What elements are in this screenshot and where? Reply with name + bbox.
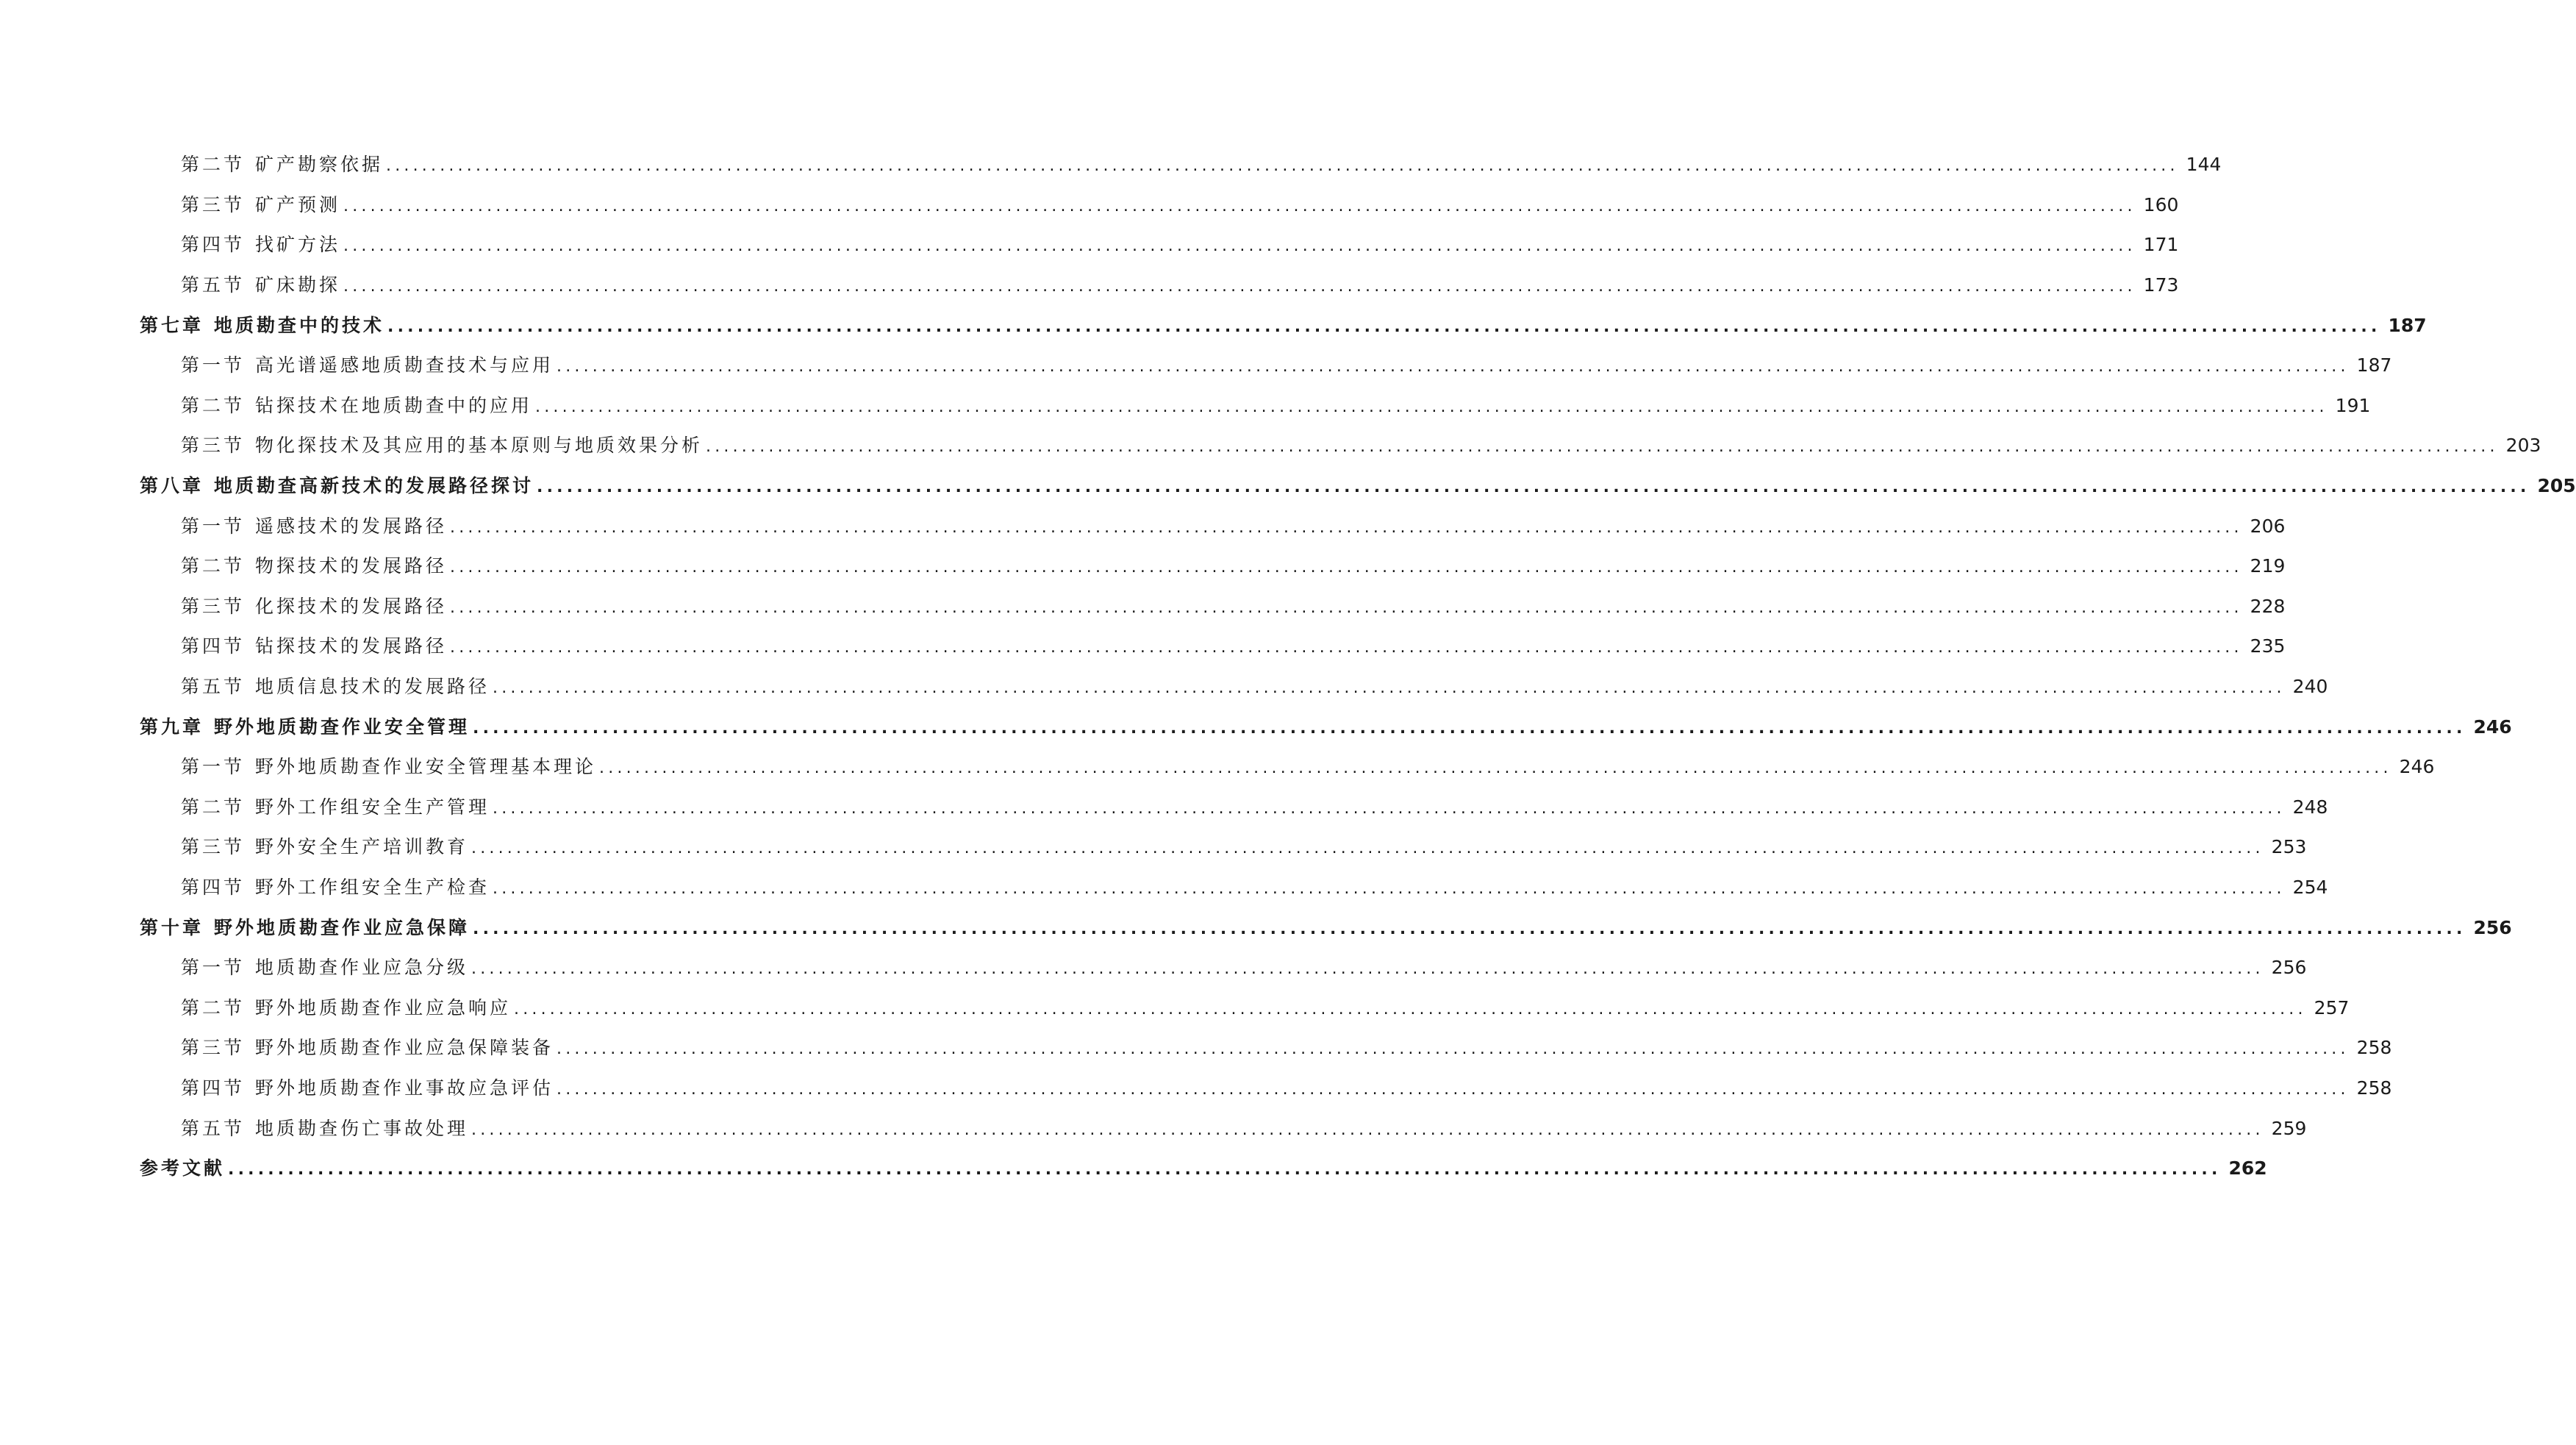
toc-chapter-entry[interactable] (0, 1147, 2267, 1188)
toc-leader-dots: ........................................................................................................................................................................................................ (493, 679, 2286, 698)
toc-entry-label (181, 351, 554, 377)
toc-entry-number: 第八章 (140, 475, 204, 497)
toc-entry-number: 第三节 (181, 435, 246, 457)
toc-page-number: 253 (2271, 836, 2307, 858)
toc-entry-title: 野外地质勘查作业应急响应 (255, 996, 512, 1018)
toc-section-entry[interactable] (0, 625, 2286, 666)
toc-entry-title: 高光谱遥感地质勘查技术与应用 (255, 354, 554, 377)
toc-entry-number: 第二节 (181, 555, 246, 577)
toc-chapter-entry[interactable] (0, 304, 2427, 344)
toc-section-entry[interactable] (0, 946, 2307, 987)
toc-section-entry[interactable] (0, 504, 2286, 545)
toc-entry-label (181, 1114, 468, 1141)
toc-entry-title: 地质勘查作业应急分级 (255, 957, 469, 979)
toc-page-number: 144 (2186, 154, 2222, 176)
toc-page-number: 256 (2271, 957, 2307, 979)
toc-entry-number: 第四节 (181, 1077, 246, 1099)
toc-entry-label (181, 993, 511, 1020)
toc-leader-dots: ........................................................................................................................................................................................................ (343, 277, 2136, 296)
toc-page-number: 187 (2388, 314, 2427, 336)
toc-entry-title: 矿产预测 (255, 193, 341, 215)
toc-page-number: 259 (2271, 1117, 2307, 1139)
toc-page-number: 205 (2537, 475, 2576, 497)
toc-entry-label (181, 632, 447, 658)
toc-section-entry[interactable] (0, 786, 2328, 827)
toc-page-number: 248 (2292, 796, 2328, 818)
toc-entry-title: 化探技术的发展路径 (255, 595, 448, 617)
toc-section-entry[interactable] (0, 143, 2222, 184)
toc-entry-label (181, 592, 447, 618)
toc-leader-dots: ........................................................................................................................................................................................................ (387, 317, 2381, 336)
toc-entry-title: 野外地质勘查作业安全管理 (214, 716, 471, 738)
toc-entry-number: 第三节 (181, 836, 246, 858)
toc-section-entry[interactable] (0, 184, 2179, 224)
toc-leader-dots: ........................................................................................................................................................................................................ (450, 638, 2243, 657)
toc-entry-title: 野外工作组安全生产检查 (255, 876, 490, 898)
toc-entry-number: 第七章 (140, 314, 204, 336)
toc-leader-dots: ........................................................................................................................................................................................................ (450, 598, 2243, 617)
toc-leader-dots: ........................................................................................................................................................................................................ (493, 879, 2286, 898)
toc-section-entry[interactable] (0, 545, 2286, 585)
toc-page-number: 171 (2143, 234, 2179, 256)
toc-chapter-entry[interactable] (0, 705, 2512, 746)
toc-entry-title: 地质勘查伤亡事故处理 (255, 1117, 469, 1139)
toc-entry-title: 参考文献 (140, 1157, 226, 1180)
toc-entry-label (181, 672, 490, 699)
toc-leader-dots: ........................................................................................................................................................................................................ (493, 799, 2286, 818)
toc-page-number: 173 (2143, 274, 2179, 296)
toc-section-entry[interactable] (0, 986, 2350, 1027)
toc-leader-dots: ........................................................................................................................................................................................................ (514, 999, 2307, 1018)
toc-entry-number: 第五节 (181, 1117, 246, 1139)
toc-entry-number: 第四节 (181, 635, 246, 657)
toc-entry-title: 找矿方法 (255, 234, 341, 256)
toc-entry-label (181, 832, 468, 859)
toc-page-number: 203 (2505, 435, 2541, 457)
toc-chapter-entry[interactable] (0, 465, 2576, 505)
toc-leader-dots: ........................................................................................................................................................................................................ (450, 518, 2243, 537)
toc-page-number: 254 (2292, 876, 2328, 898)
toc-entry-number: 第四节 (181, 234, 246, 256)
toc-entry-title: 野外地质勘查作业应急保障 (214, 916, 471, 938)
toc-entry-label (181, 391, 532, 418)
toc-entry-label (181, 873, 490, 899)
toc-entry-label (181, 230, 340, 257)
toc-page-number: 235 (2250, 635, 2286, 657)
toc-entry-number: 第四节 (181, 876, 246, 898)
toc-entry-number: 第一节 (181, 957, 246, 979)
toc-entry-title: 野外工作组安全生产管理 (255, 796, 490, 818)
toc-entry-label (181, 1074, 554, 1100)
toc-leader-dots: ........................................................................................................................................................................................................ (450, 558, 2243, 577)
toc-leader-dots: ........................................................................................................................................................................................................ (537, 478, 2530, 497)
toc-entry-title: 物化探技术及其应用的基本原则与地质效果分析 (255, 435, 704, 457)
toc-entry-label (181, 752, 596, 779)
toc-section-entry[interactable] (0, 666, 2328, 706)
toc-page-number: 256 (2473, 916, 2512, 938)
toc-entry-number: 第一节 (181, 354, 246, 377)
toc-page-number: 246 (2399, 756, 2435, 778)
toc-entry-label (181, 271, 340, 297)
toc-leader-dots: ........................................................................................................................................................................................................ (343, 237, 2136, 256)
toc-entry-number: 第十章 (140, 916, 204, 938)
toc-section-entry[interactable] (0, 826, 2307, 866)
toc-section-entry[interactable] (0, 746, 2435, 786)
toc-entry-title: 矿床勘探 (255, 274, 341, 296)
toc-section-entry[interactable] (0, 585, 2286, 626)
toc-page-number: 219 (2250, 555, 2286, 577)
toc-entry-label (140, 913, 470, 940)
toc-entry-number: 第五节 (181, 274, 246, 296)
toc-page-number: 191 (2335, 394, 2371, 416)
toc-entry-number: 第二节 (181, 394, 246, 416)
toc-page-number: 257 (2314, 996, 2350, 1018)
toc-page-number: 258 (2356, 1077, 2392, 1099)
toc-entry-number: 第九章 (140, 716, 204, 738)
toc-entry-title: 野外地质勘查作业事故应急评估 (255, 1077, 554, 1099)
toc-entry-label (181, 431, 703, 457)
toc-leader-dots: ........................................................................................................................................................................................................ (706, 438, 2499, 457)
toc-entry-number: 第一节 (181, 756, 246, 778)
toc-entry-label (181, 1033, 554, 1060)
toc-page-number: 206 (2250, 515, 2286, 537)
toc-entry-number: 第五节 (181, 676, 246, 698)
toc-leader-dots: ........................................................................................................................................................................................................ (473, 919, 2466, 938)
toc-entry-title: 物探技术的发展路径 (255, 555, 448, 577)
toc-leader-dots: ........................................................................................................................................................................................................ (557, 1080, 2350, 1099)
toc-entry-title: 钻探技术的发展路径 (255, 635, 448, 657)
toc-page-number: 160 (2143, 193, 2179, 215)
toc-leader-dots: ........................................................................................................................................................................................................ (471, 960, 2264, 979)
toc-leader-dots: ........................................................................................................................................................................................................ (343, 196, 2136, 215)
toc-entry-title: 钻探技术在地质勘查中的应用 (255, 394, 533, 416)
toc-entry-number: 第三节 (181, 193, 246, 215)
toc-entry-label (181, 953, 468, 980)
toc-entry-title: 地质勘查中的技术 (214, 314, 385, 336)
toc-entry-number: 第二节 (181, 154, 246, 176)
toc-entry-number: 第三节 (181, 1037, 246, 1059)
toc-entry-title: 矿产勘察依据 (255, 154, 384, 176)
toc-entry-title: 遥感技术的发展路径 (255, 515, 448, 537)
toc-entry-number: 第二节 (181, 796, 246, 818)
toc-section-entry[interactable] (0, 385, 2371, 425)
toc-page-number: 187 (2356, 354, 2392, 377)
toc-entry-label (181, 793, 490, 819)
toc-entry-title: 野外地质勘查作业应急保障装备 (255, 1037, 554, 1059)
toc-section-entry[interactable] (0, 1107, 2307, 1147)
toc-leader-dots: ........................................................................................................................................................................................................ (557, 1040, 2350, 1059)
toc-chapter-entry[interactable] (0, 906, 2512, 946)
toc-section-entry[interactable] (0, 224, 2179, 264)
toc-entry-title: 地质信息技术的发展路径 (255, 676, 490, 698)
toc-page-number: 262 (2228, 1157, 2267, 1180)
toc-leader-dots: ........................................................................................................................................................................................................ (386, 157, 2179, 176)
toc-page-number: 240 (2292, 676, 2328, 698)
toc-entry-number: 第三节 (181, 595, 246, 617)
toc-entry-label (140, 311, 384, 338)
toc-entry-label (181, 190, 340, 217)
toc-section-entry[interactable] (0, 1067, 2392, 1107)
toc-entry-title: 地质勘查高新技术的发展路径探讨 (214, 475, 534, 497)
toc-entry-label (140, 1154, 225, 1180)
toc-entry-label (181, 552, 447, 578)
toc-leader-dots: ........................................................................................................................................................................................................ (471, 1120, 2264, 1139)
toc-leader-dots: ........................................................................................................................................................................................................ (535, 397, 2328, 416)
toc-section-entry[interactable] (0, 1027, 2392, 1067)
toc-entry-title: 野外安全生产培训教育 (255, 836, 469, 858)
toc-leader-dots: ........................................................................................................................................................................................................ (557, 357, 2350, 377)
toc-leader-dots: ........................................................................................................................................................................................................ (471, 839, 2264, 858)
toc-section-entry[interactable] (0, 264, 2179, 304)
toc-section-entry[interactable] (0, 866, 2328, 907)
toc-section-entry[interactable] (0, 424, 2541, 465)
toc-page-number: 228 (2250, 595, 2286, 617)
toc-leader-dots: ........................................................................................................................................................................................................ (228, 1160, 2222, 1180)
toc-page-number: 246 (2473, 716, 2512, 738)
toc-leader-dots: ........................................................................................................................................................................................................ (599, 759, 2392, 778)
toc-entry-label (181, 150, 383, 176)
toc-entry-label (140, 471, 534, 498)
toc-entry-label (140, 713, 470, 739)
toc-entry-number: 第二节 (181, 996, 246, 1018)
toc-leader-dots: ........................................................................................................................................................................................................ (473, 718, 2466, 738)
toc-entry-label (181, 512, 447, 538)
table-of-contents (0, 143, 2576, 1187)
toc-section-entry[interactable] (0, 344, 2392, 385)
toc-page-number: 258 (2356, 1037, 2392, 1059)
toc-entry-number: 第一节 (181, 515, 246, 537)
toc-entry-title: 野外地质勘查作业安全管理基本理论 (255, 756, 597, 778)
